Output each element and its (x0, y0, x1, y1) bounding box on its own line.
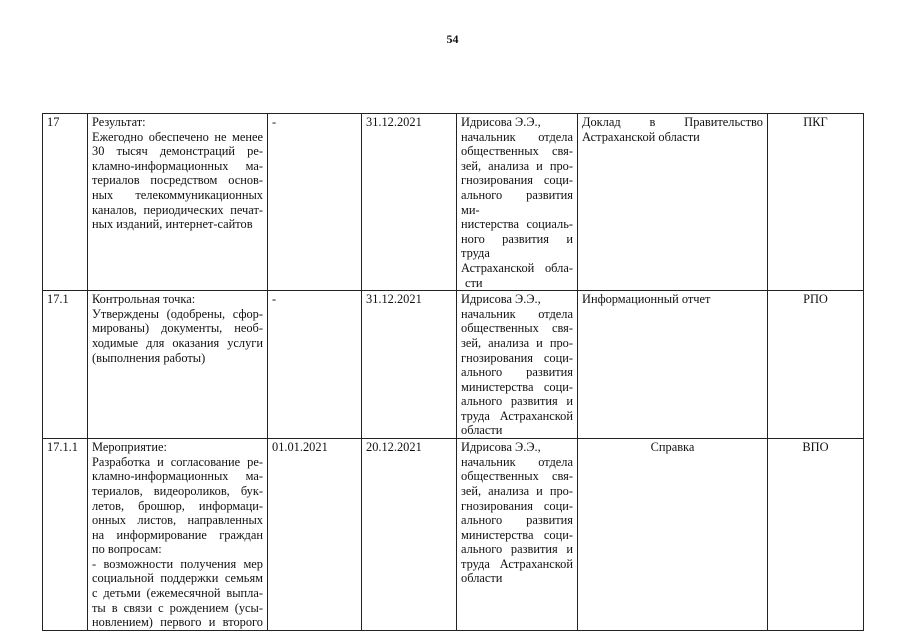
text-line: ального развития (461, 365, 573, 380)
document-type (578, 439, 768, 631)
text-line: начальник отдела (461, 306, 573, 321)
text-line: ного развития и труда (461, 231, 573, 261)
text-line: 30 тысяч демонстраций ре- (92, 144, 263, 159)
document-type (578, 114, 768, 291)
text-line: Астраханской области (582, 129, 700, 144)
text-line: ального развития и (461, 394, 573, 409)
text-line: с детьми (ежемесячной выпла- (92, 586, 263, 601)
text-line: новлением) первого и второго (92, 615, 263, 630)
text-line: социальной поддержки семьям (92, 571, 263, 586)
text-line: онных листов, направленных (92, 513, 263, 528)
text-line: Справка (650, 440, 695, 455)
text-line: ты в связи с рождением (усы- (92, 600, 263, 615)
item-description (88, 439, 268, 631)
text-line: - возможности получения мер (92, 556, 263, 571)
text-line: кламно-информационных ма- (92, 158, 263, 173)
end-date: 31.12.2021 (362, 291, 457, 439)
text-line: Ежегодно обеспечено не менее (92, 129, 263, 144)
end-date: 31.12.2021 (362, 114, 457, 291)
row-number: 17.1 (43, 291, 88, 439)
text-line: (выполнения работы) (92, 350, 206, 365)
page-number: 54 (446, 32, 459, 46)
text-line: каналов, периодических печат- (92, 202, 263, 217)
text-line: области (461, 571, 503, 586)
text-line: Мероприятие: (92, 440, 167, 455)
text-line: ных телекоммуникационных (92, 187, 263, 202)
text-line: труда Астраханской (461, 556, 573, 571)
text-line: ального развития (461, 513, 573, 528)
text-line: Астраханской обла- (461, 260, 573, 275)
text-line: общественных свя- (461, 469, 573, 484)
text-line: кламно-информационных ма- (92, 469, 263, 484)
text-line: ходимые для оказания услуги (92, 335, 263, 350)
text-line: гнозирования соци- (461, 350, 573, 365)
text-line: общественных свя- (461, 321, 573, 336)
text-line: териалов, видеороликов, бук- (92, 483, 263, 498)
text-line: области (461, 423, 503, 438)
table-row (43, 114, 864, 291)
text-line: начальник отдела (461, 454, 573, 469)
text-line: зей, анализа и про- (461, 335, 573, 350)
start-date: - (268, 291, 362, 439)
document-type (578, 291, 768, 439)
table-row (43, 291, 864, 439)
text-line: мированы) документы, необ- (92, 321, 263, 336)
text-line: Разработка и согласование ре- (92, 454, 263, 469)
responsible-person (457, 439, 578, 631)
start-date: - (268, 114, 362, 291)
text-line: Идрисова Э.Э., (461, 115, 541, 129)
text-line: ных изданий, интернет-сайтов (92, 217, 253, 232)
text-line: териалов посредством основ- (92, 173, 263, 188)
item-description (88, 114, 268, 291)
text-line: зей, анализа и про- (461, 158, 573, 173)
text-line: ального развития ми- (461, 187, 573, 217)
text-line: Утверждены (одобрены, сфор- (92, 306, 263, 321)
row-number: 17 (43, 114, 88, 291)
control-level: РПО (768, 291, 864, 439)
text-line: нистерства социаль- (461, 217, 573, 232)
text-line: гнозирования соци- (461, 498, 573, 513)
text-line: Идрисова Э.Э., (461, 440, 541, 455)
text-line: гнозирования соци- (461, 173, 573, 188)
responsible-person (457, 114, 578, 291)
text-line: Доклад в Правительство (582, 115, 763, 129)
text-line: труда Астраханской (461, 408, 573, 423)
text-line: сти (465, 275, 483, 290)
text-line: на информирование граждан (92, 527, 263, 542)
text-line: начальник отдела (461, 129, 573, 144)
text-line: ального развития и (461, 542, 573, 557)
text-line: министерства соци- (461, 379, 573, 394)
table-row (43, 439, 864, 631)
text-line: по вопросам: (92, 542, 162, 557)
plan-table (42, 113, 864, 631)
text-line: общественных свя- (461, 144, 573, 159)
text-line: министерства соци- (461, 527, 573, 542)
text-line: Идрисова Э.Э., (461, 292, 541, 307)
end-date: 20.12.2021 (362, 439, 457, 631)
control-level: ПКГ (768, 114, 864, 291)
start-date: 01.01.2021 (268, 439, 362, 631)
row-number: 17.1.1 (43, 439, 88, 631)
text-line: летов, брошюр, информаци- (92, 498, 263, 513)
text-line: Результат: (92, 115, 146, 129)
text-line: зей, анализа и про- (461, 483, 573, 498)
item-description (88, 291, 268, 439)
responsible-person (457, 291, 578, 439)
control-level: ВПО (768, 439, 864, 631)
text-line: Контрольная точка: (92, 292, 196, 307)
text-line: Информационный отчет (582, 292, 711, 307)
